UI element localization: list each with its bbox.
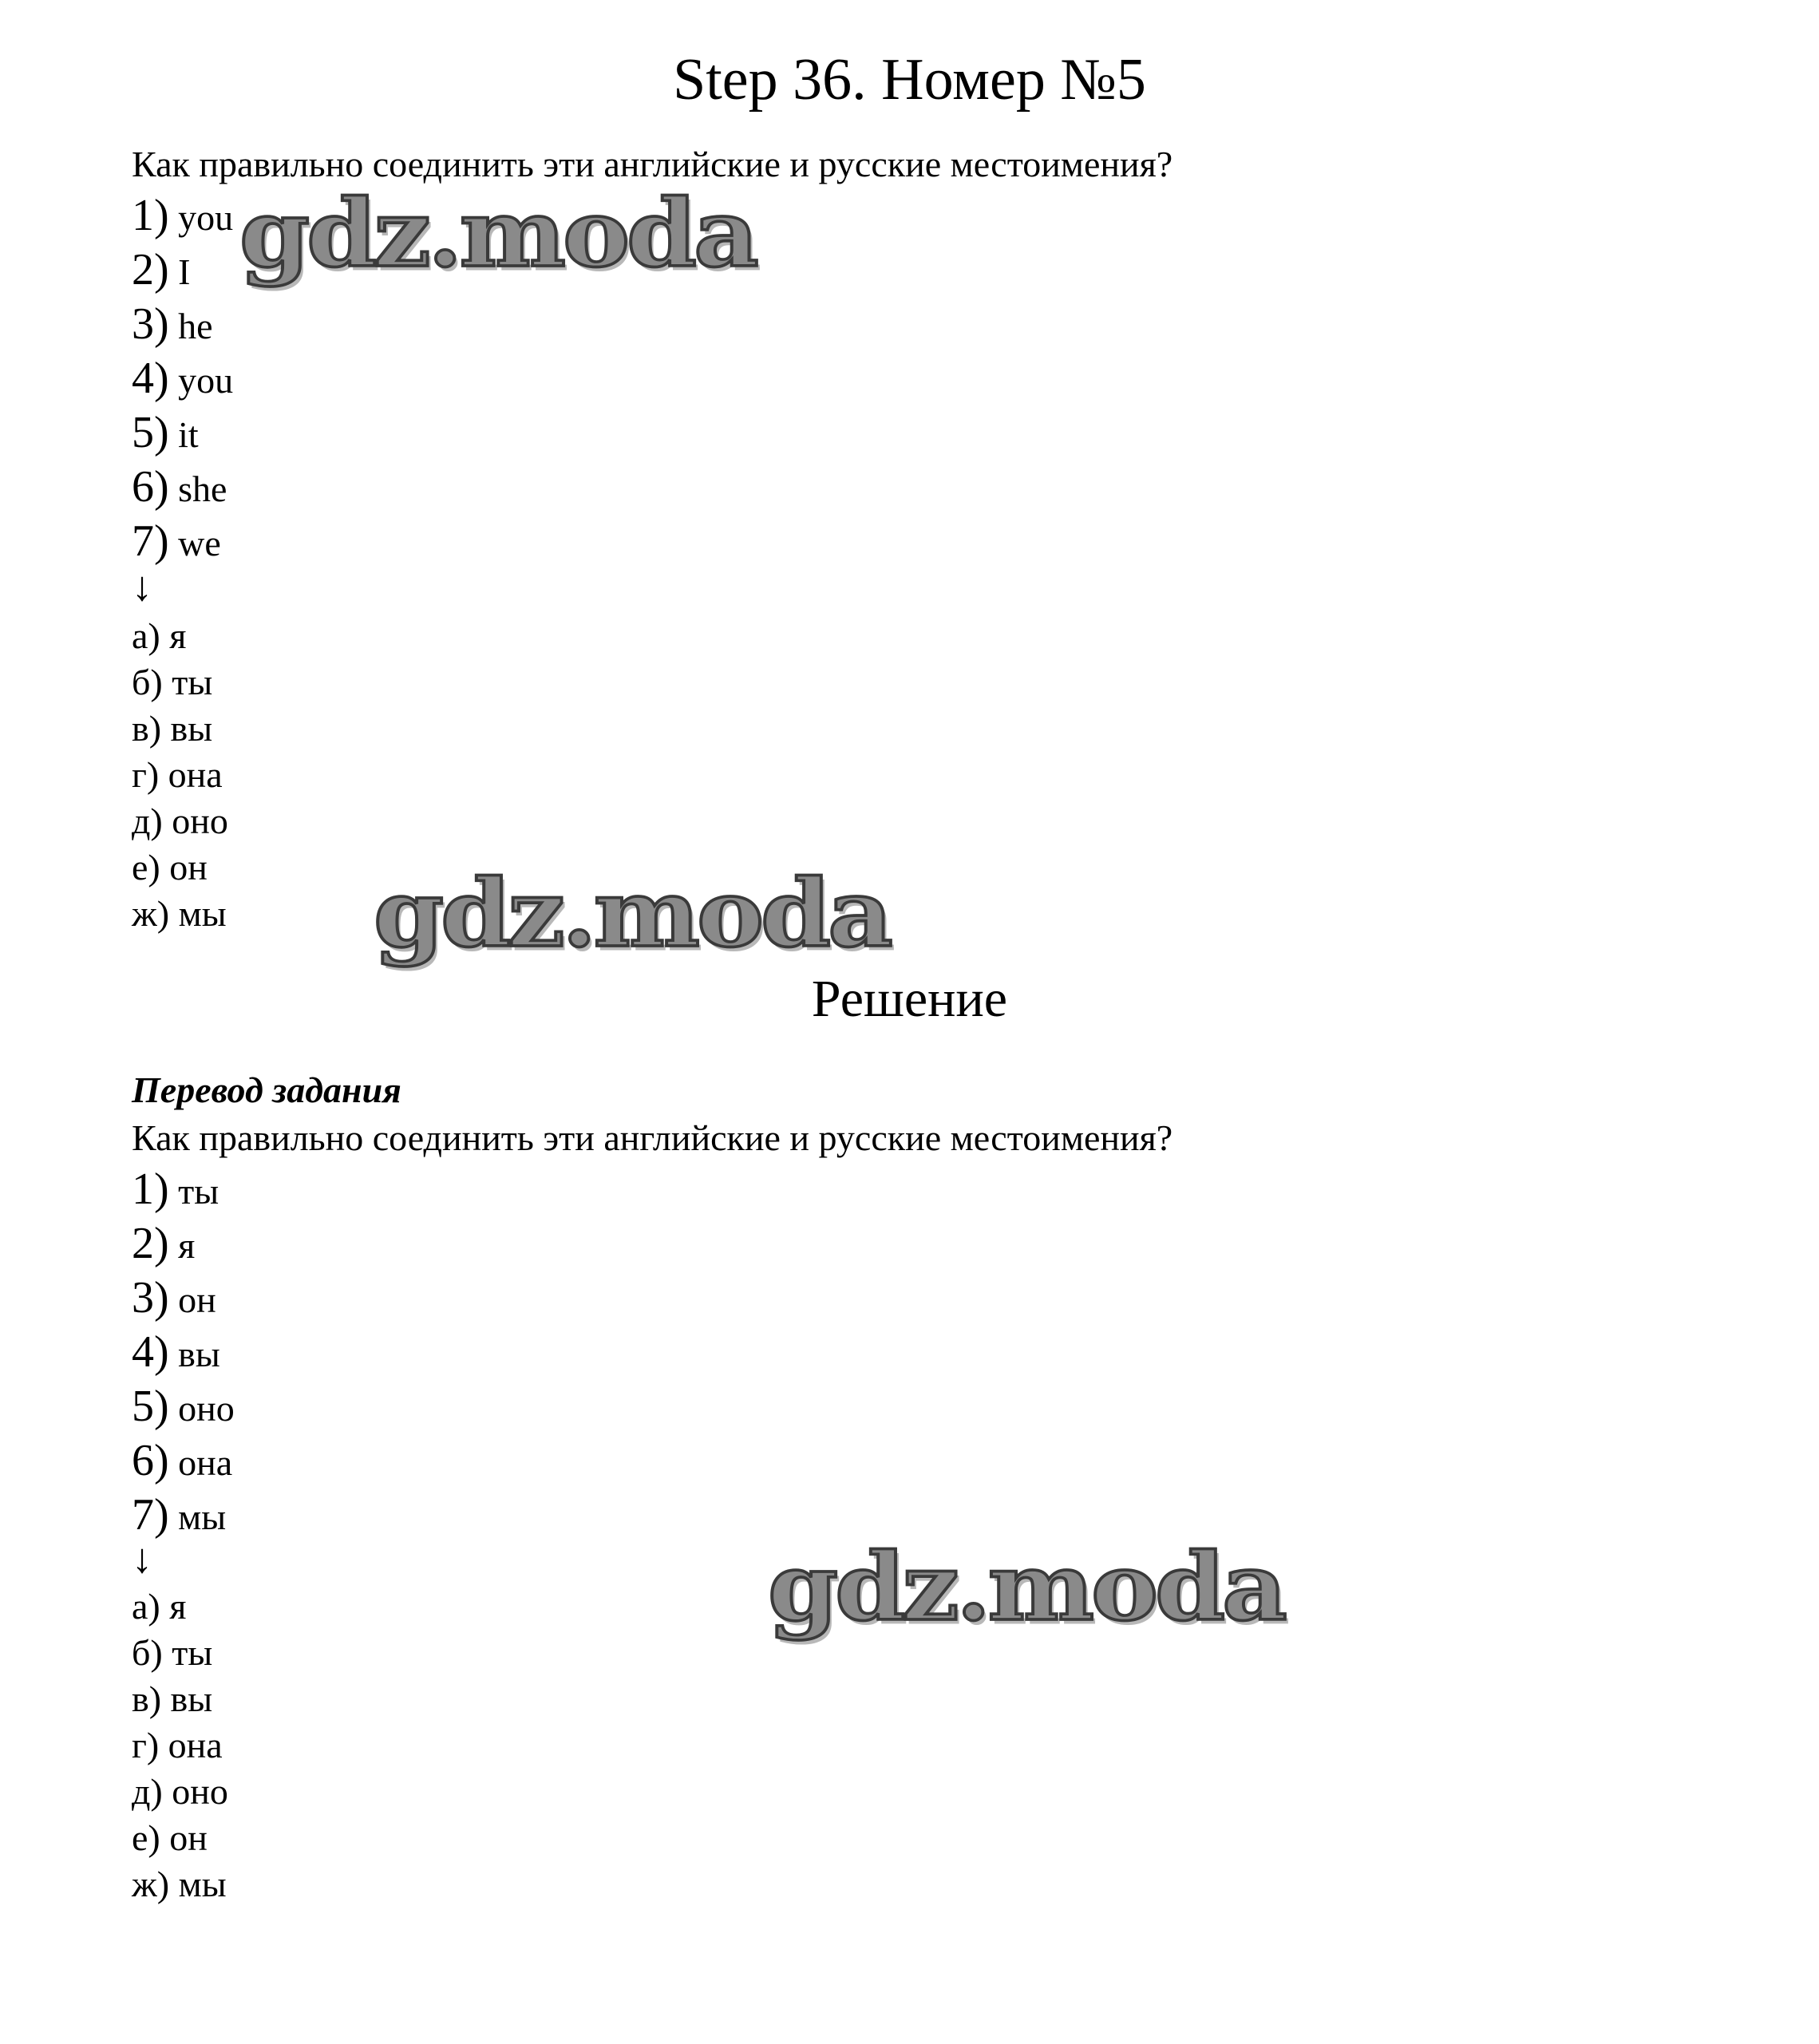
- list-item: а) я: [132, 1586, 187, 1627]
- watermark-logo: gdz.moda: [768, 1532, 1284, 1642]
- list-item: а) я: [132, 615, 187, 656]
- list-item: ж) мы: [132, 1864, 227, 1904]
- down-arrow-icon: ↓: [132, 564, 152, 610]
- list-item: 4) you: [132, 354, 234, 403]
- list-item: д) оно: [132, 801, 228, 841]
- translation-heading: Перевод задания: [132, 1069, 401, 1110]
- translation-question: Как правильно соединить эти английские и русские местоимения?: [132, 1117, 1173, 1158]
- translation-numbered-list: [132, 1162, 235, 1542]
- list-item: 4) вы: [132, 1327, 220, 1377]
- list-item: б) ты: [132, 662, 213, 702]
- list-item: 3) he: [132, 299, 213, 349]
- list-item: г) она: [132, 1725, 223, 1765]
- list-item: 7) мы: [132, 1490, 227, 1540]
- list-item: в) вы: [132, 1678, 213, 1719]
- task-question: Как правильно соединить эти английские и русские местоимения?: [132, 144, 1173, 184]
- list-item: 5) оно: [132, 1382, 235, 1431]
- list-item: ж) мы: [132, 893, 227, 934]
- list-item: 7) we: [132, 516, 221, 566]
- watermark-logo: gdz.moda: [374, 859, 890, 968]
- list-item: е) он: [132, 847, 208, 888]
- list-item: 6) she: [132, 462, 227, 512]
- task-numbered-list: [132, 188, 233, 568]
- list-item: 1) ты: [132, 1164, 219, 1214]
- list-item: 3) он: [132, 1273, 216, 1322]
- down-arrow-icon: ↓: [132, 1536, 152, 1582]
- list-item: е) он: [132, 1817, 208, 1858]
- list-item: 6) она: [132, 1436, 233, 1485]
- list-item: д) оно: [132, 1771, 228, 1812]
- list-item: г) она: [132, 754, 223, 795]
- list-item: 1) you: [132, 191, 234, 240]
- list-item: 5) it: [132, 408, 199, 457]
- list-item: в) вы: [132, 708, 213, 749]
- list-item: 2) я: [132, 1219, 196, 1268]
- list-item: б) ты: [132, 1632, 213, 1673]
- translation-lettered-list: [132, 1583, 228, 1908]
- page-title: Step 36. Номер №5: [673, 47, 1146, 113]
- watermark-logo: gdz.moda: [239, 179, 756, 288]
- task-lettered-list: [132, 613, 228, 937]
- list-item: 2) I: [132, 245, 191, 295]
- solution-heading: Решение: [811, 970, 1008, 1028]
